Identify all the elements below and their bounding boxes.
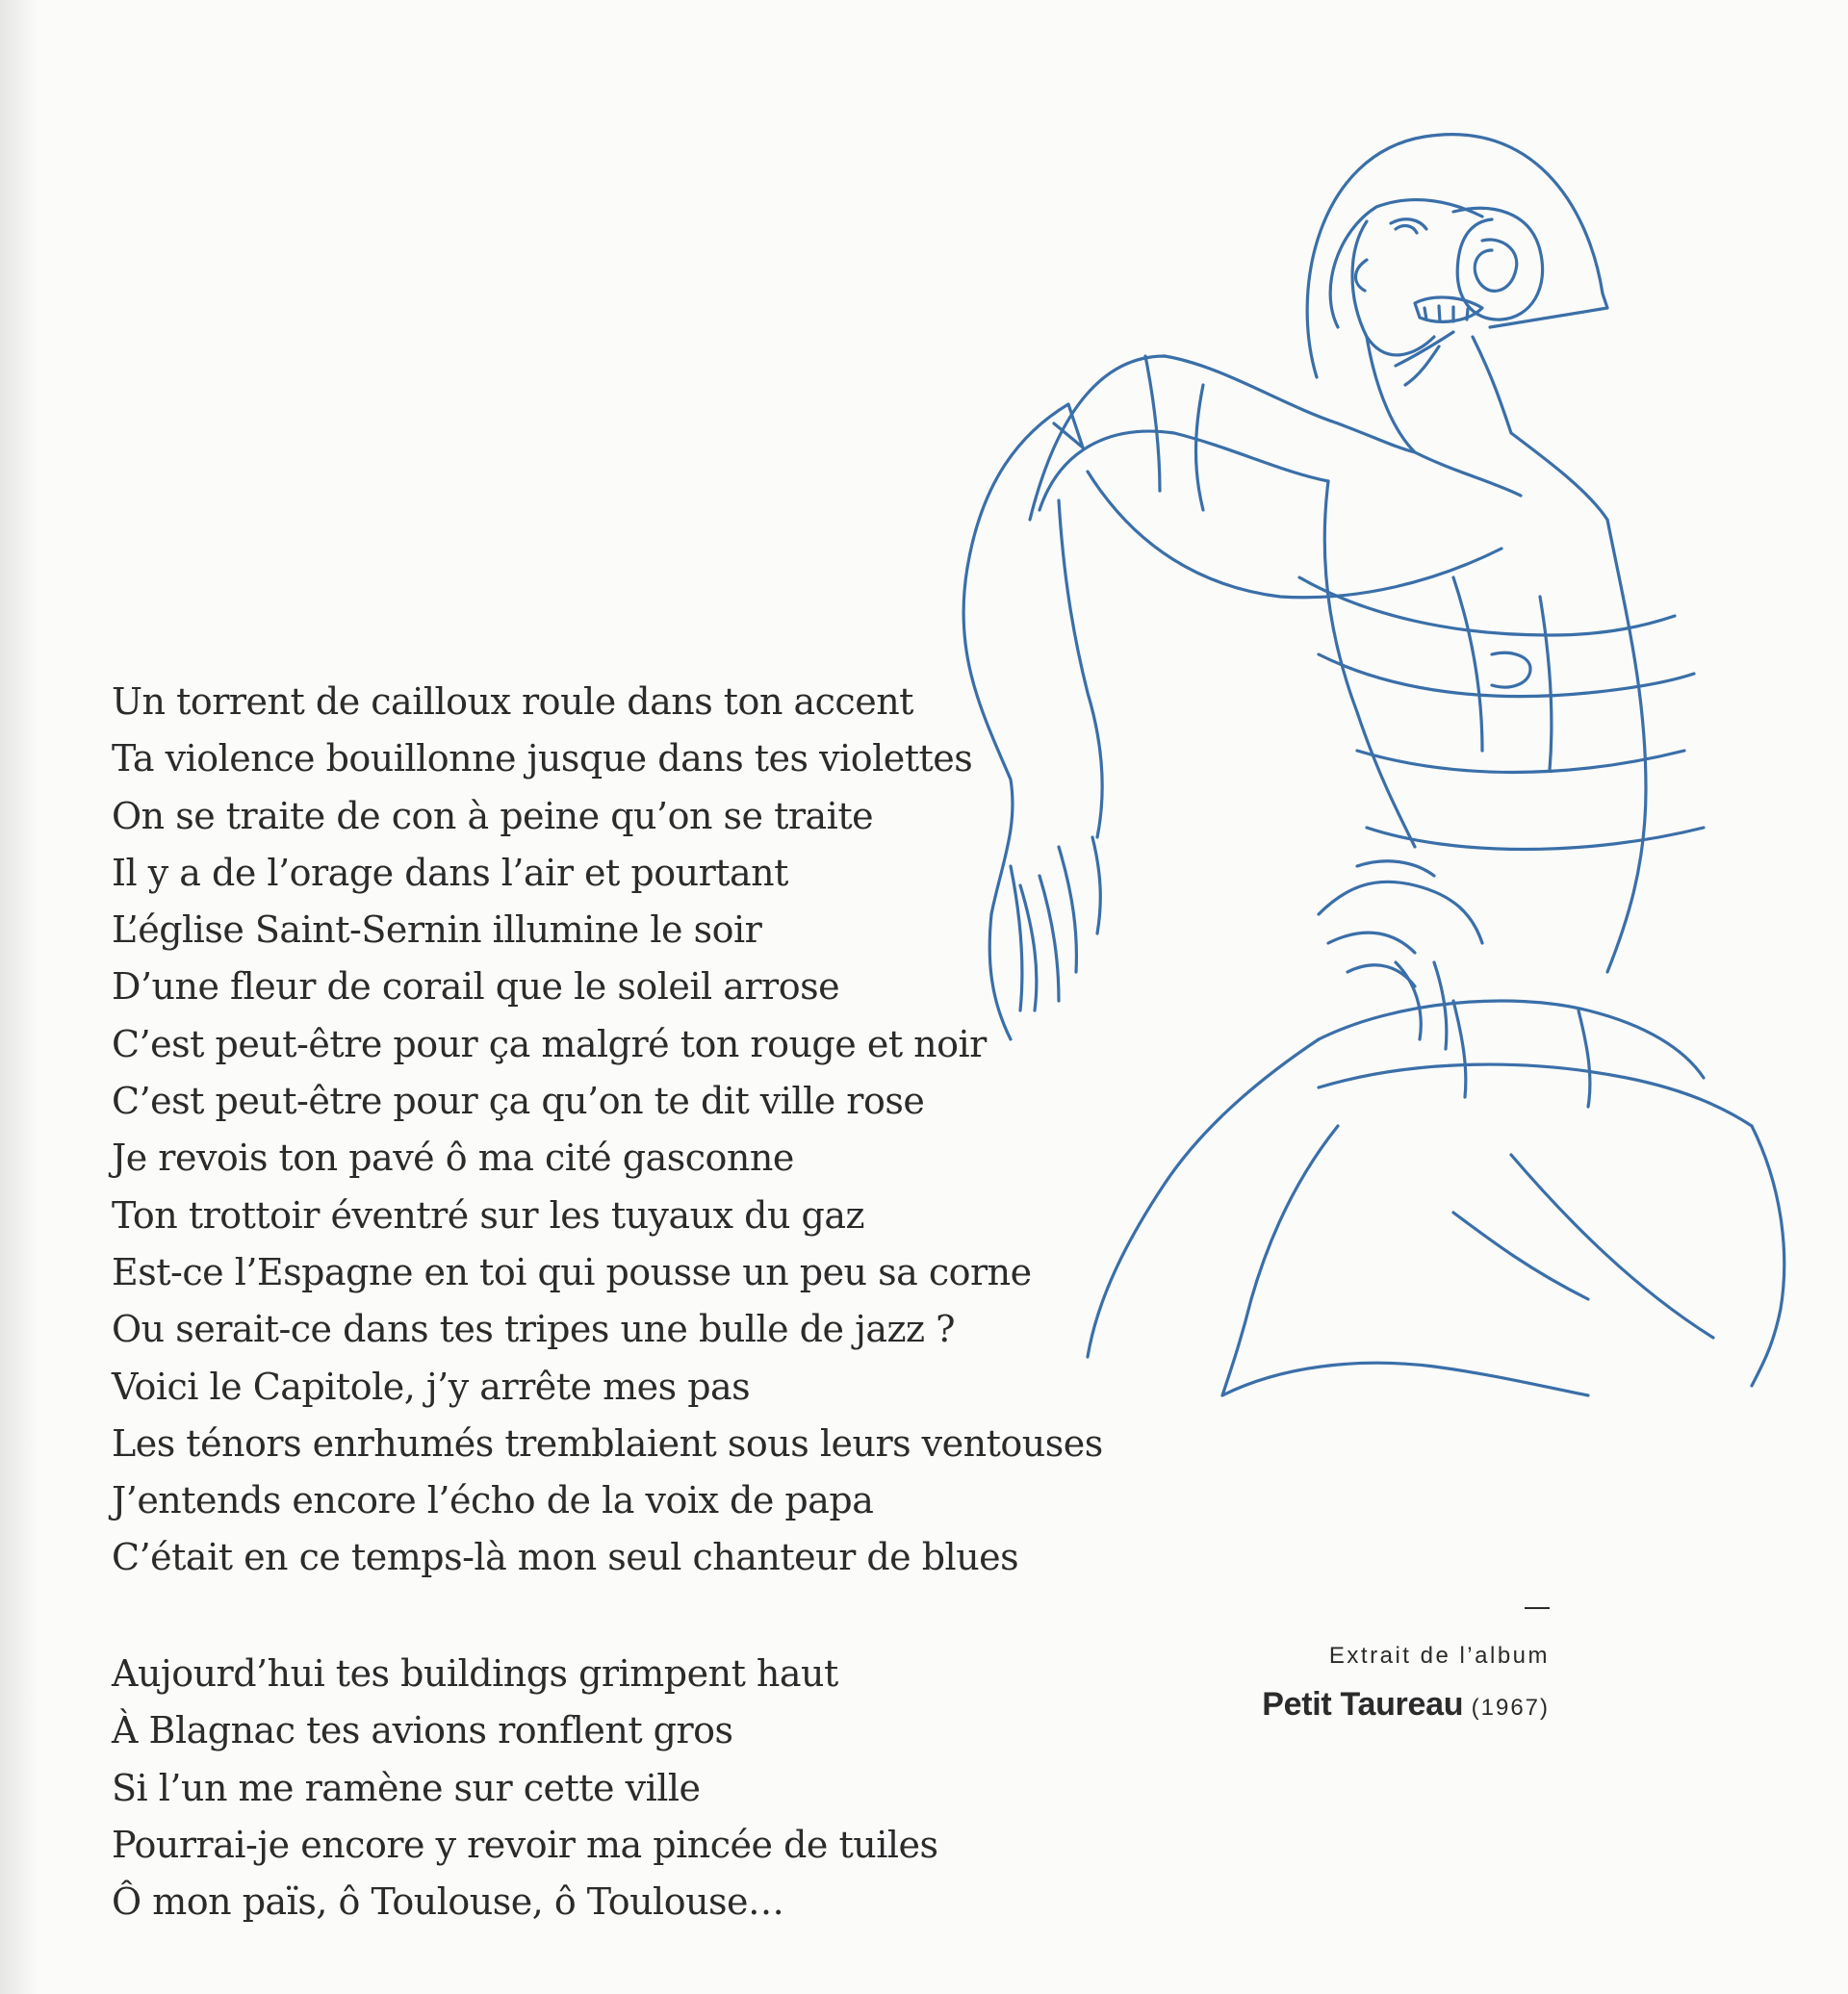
poem-line: C’est peut-être pour ça malgré ton rouge et noir (112, 1022, 987, 1065)
album-year: (1967) (1471, 1695, 1550, 1721)
poem-line: Aujourd’hui tes buildings grimpent haut (112, 1652, 838, 1695)
poem-line: Pourrai-je encore y revoir ma pincée de tuiles (112, 1823, 938, 1866)
poem-line: On se traite de con à peine qu’on se traite (112, 794, 874, 837)
poem-stanza-2 (112, 1646, 938, 1930)
poem-line: Ô mon païs, ô Toulouse, ô Toulouse… (112, 1880, 784, 1924)
poem-line: Si l’un me ramène sur cette ville (112, 1766, 701, 1809)
poem-line: Je revois ton pavé ô ma cité gasconne (112, 1137, 794, 1180)
album-title: Petit Taureau (1262, 1686, 1464, 1723)
poem-line: À Blagnac tes avions ronflent gros (112, 1709, 733, 1752)
poem-line: D’une fleur de corail que le soleil arrose (112, 965, 840, 1009)
poem-line: Ou serait-ce dans tes tripes une bulle de jazz ? (112, 1308, 955, 1351)
page-edge-shadow (0, 0, 38, 1994)
poem-line: Ton trottoir éventré sur les tuyaux du gaz (112, 1193, 865, 1237)
poem-line: J’entends encore l’écho de la voix de papa (112, 1479, 874, 1522)
poem-line: C’est peut-être pour ça qu’on te dit ville rose (112, 1080, 925, 1123)
album-credit (1262, 1607, 1550, 1724)
poem-line: Un torrent de cailloux roule dans ton accent (112, 680, 913, 723)
poem-line: Les ténors enrhumés tremblaient sous leurs ventouses (112, 1421, 1103, 1465)
poem-line: L’église Saint-Sernin illumine le soir (112, 908, 762, 952)
poem-line: Il y a de l’orage dans l’air et pourtant (112, 851, 788, 894)
album-line (1262, 1686, 1550, 1724)
credit-dash-divider (1525, 1607, 1550, 1609)
poem-line: C’était en ce temps-là mon seul chanteur de blues (112, 1536, 1019, 1579)
extract-label: Extrait de l’album (1328, 1643, 1550, 1669)
poem-line: Ta violence bouillonne jusque dans tes violettes (112, 737, 973, 780)
poem-line: Est-ce l’Espagne en toi qui pousse un peu sa corne (112, 1250, 1032, 1293)
poem-line: Voici le Capitole, j’y arrête mes pas (112, 1365, 751, 1408)
poem-stanza-1 (112, 674, 1103, 1587)
